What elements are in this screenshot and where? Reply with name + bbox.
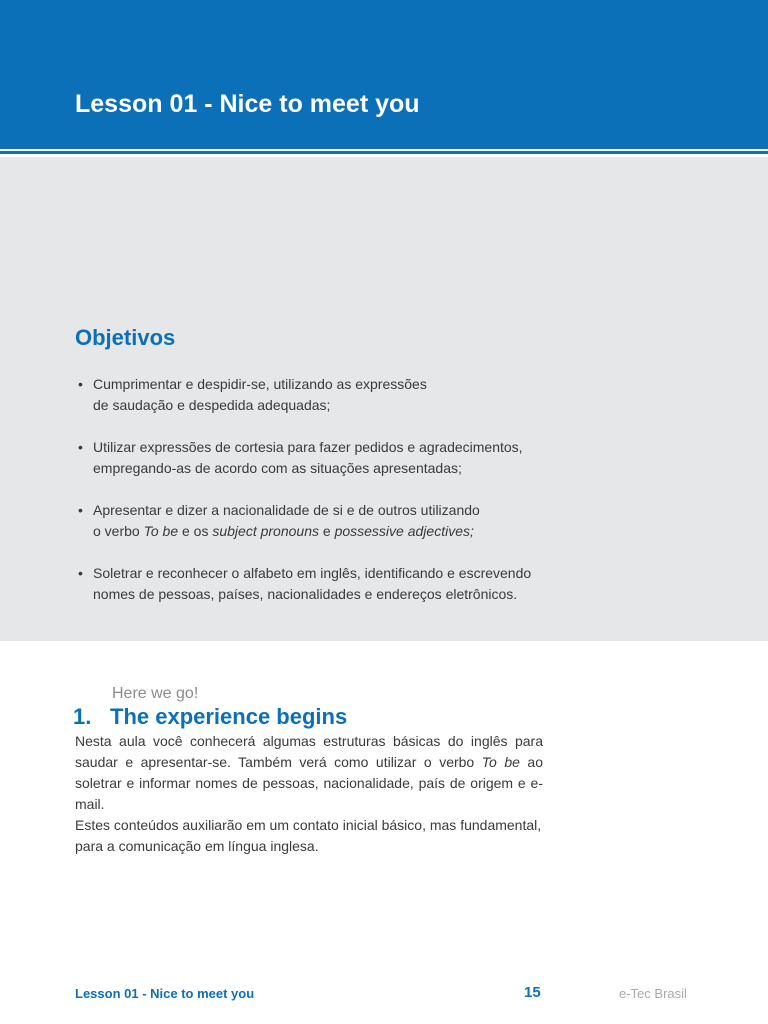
header-rule: [0, 151, 768, 154]
objective-line: de saudação e despedida adequadas;: [93, 397, 331, 413]
section-title: The experience begins: [110, 704, 348, 729]
paragraph-text: ao soletrar e informar nomes de pessoas, nacionalidade, país de origem e e-mail.: [75, 754, 544, 812]
term-to-be: To be: [481, 754, 520, 770]
bullet-icon: •: [78, 376, 83, 392]
objective-line: Soletrar e reconhecer o alfabeto em inglês, identificando e escrevendo: [93, 565, 532, 581]
objective-item: [78, 500, 558, 542]
objective-line: nomes de pessoas, países, nacionalidades e endereços eletrônicos.: [93, 586, 518, 602]
page-number: 15: [524, 984, 541, 1001]
objective-item: [78, 437, 558, 479]
body-paragraph: [75, 731, 543, 815]
objective-line: Utilizar expressões de cortesia para fazer pedidos e agradecimentos,: [93, 439, 523, 455]
objective-line: empregando-as de acordo com as situações apresentadas;: [93, 460, 462, 476]
paragraph-text: Nesta aula você conhecerá algumas estruturas básicas do inglês para saudar e apresentar-se. Também verá como utilizar o verbo: [75, 733, 543, 770]
section-heading: [73, 704, 347, 730]
objective-text: e os: [178, 523, 213, 539]
page-title: Lesson 01 - Nice to meet you: [75, 90, 420, 118]
header-banner: [0, 0, 768, 149]
bullet-icon: •: [78, 565, 83, 581]
bullet-icon: •: [78, 439, 83, 455]
objectives-heading: Objetivos: [75, 325, 176, 350]
term-to-be: To be: [143, 523, 179, 539]
footer-publisher: e-Tec Brasil: [619, 986, 687, 1001]
section-number: 1.: [73, 704, 92, 729]
objective-line: [93, 521, 558, 542]
term-possessive-adjectives: possessive adjectives;: [334, 523, 474, 539]
footer-lesson-title: Lesson 01 - Nice to meet you: [75, 986, 255, 1001]
objective-line: Apresentar e dizer a nacionalidade de si e de outros utilizando: [93, 502, 480, 518]
objective-text: o verbo: [93, 523, 144, 539]
objective-item: [78, 563, 558, 605]
objective-line: Cumprimentar e despidir-se, utilizando as expressões: [93, 376, 427, 392]
section-kicker: Here we go!: [112, 685, 199, 702]
body-paragraph: Estes conteúdos auxiliarão em um contato inicial básico, mas fundamental, para a comunicação em língua inglesa.: [75, 817, 542, 854]
objective-text: e: [319, 523, 335, 539]
objective-item: [78, 374, 558, 416]
objectives-list: [78, 374, 558, 626]
bullet-icon: •: [78, 502, 83, 518]
term-subject-pronouns: subject pronouns: [212, 523, 319, 539]
